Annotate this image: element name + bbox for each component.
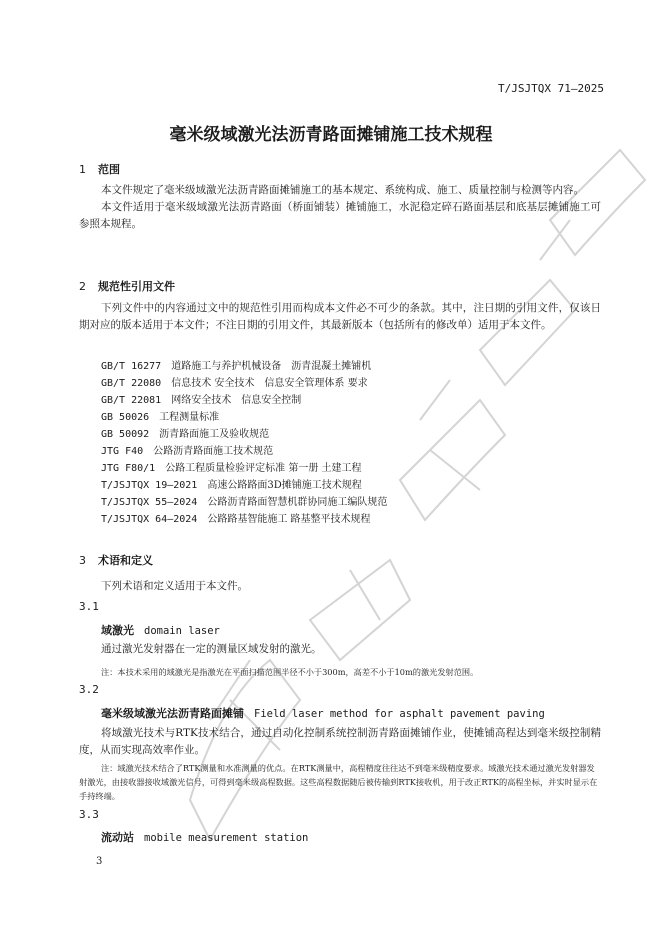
section-title: 术语和定义 [98,554,153,567]
term-en: Field laser method for asphalt pavement paving [254,708,545,720]
section-3-heading [79,552,153,568]
paragraph: 下列术语和定义适用于本文件。 [101,580,248,592]
term-note: 注：本技术采用的域激光是指激光在平面扫描范围半径不小于300m，高差不小于10m的激光发射范围。 [101,667,479,677]
section-title: 规范性引用文件 [98,280,175,293]
section-1-heading [79,161,120,177]
reference-item: GB 50092 沥青路面施工及验收规范 [101,429,270,440]
term-note: 注：域激光技术结合了RTK测量和水准测量的优点。在RTK测量中，高程精度往往达不到毫米级精度要求。域激光技术通过激光发射器发射激光，由接收器接收域激光信号，可得到毫米级高程数据。这些高程数据随后被传输到RTK接收机，用于改正RTK的高程坐标，并实时显示在手持终端。 [79,763,598,801]
section-number: 1 [79,163,86,176]
paragraph: 本文件规定了毫米级域激光法沥青路面摊铺施工的基本规定、系统构成、施工、质量控制与检测等内容。 [101,184,584,196]
reference-item: GB 50026 工程测量标准 [101,412,220,423]
paragraph: 本文件适用于毫米级域激光法沥青路面（桥面铺装）摊铺施工，水泥稳定碎石路面基层和底基层摊铺施工可参照本规程。 [79,201,601,230]
document-title: 毫米级域激光法沥青路面摊铺施工技术规程 [169,125,493,145]
reference-list [101,358,387,528]
reference-item: GB/T 16277 道路施工与养护机械设备 沥青混凝土摊铺机 [101,361,372,372]
term-heading [101,705,545,721]
term-zh: 流动站 [101,831,134,844]
section-title: 范围 [98,163,120,176]
section-2-intro [79,300,601,334]
reference-item: JTG F40 公路沥青路面施工技术规范 [101,446,274,457]
section-number: 3 [79,554,86,567]
term-definition: 通过激光发射器在一定的测量区域发射的激光。 [101,643,322,655]
term-en: domain laser [144,625,220,637]
term-definition: 将域激光技术与RTK技术结合，通过自动化控制系统控制沥青路面摊铺作业，使摊铺高程达到毫米级控制精度，从而实现高效率作业。 [79,727,601,756]
reference-item: T/JSJTQX 64—2024 公路路基智能施工 路基整平技术规程 [101,514,371,525]
term-number: 3.2 [79,683,99,696]
term-zh: 毫米级域激光法沥青路面摊铺 [101,707,244,720]
reference-item: GB/T 22081 网络安全技术 信息安全控制 [101,395,302,406]
paragraph: 下列文件中的内容通过文中的规范性引用而构成本文件必不可少的条款。其中，注日期的引用文件，仅该日期对应的版本适用于本文件；不注日期的引用文件，其最新版本（包括所有的修改单）适用于本文件。 [79,302,601,331]
term-number: 3.1 [79,600,99,613]
reference-item: T/JSJTQX 55—2024 公路沥青路面智慧机群协同施工编队规范 [101,497,388,508]
reference-item: JTG F80/1 公路工程质量检验评定标准 第一册 土建工程 [101,463,362,474]
section-2-heading [79,278,175,294]
standard-code: T/JSJTQX 71—2025 [498,82,604,95]
reference-item: T/JSJTQX 19—2021 高速公路路面3D摊铺施工技术规程 [101,480,362,491]
term-heading [101,622,220,638]
section-number: 2 [79,280,86,293]
term-en: mobile measurement station [144,832,309,844]
section-1-body [79,182,601,233]
term-heading [101,829,308,845]
term-number: 3.3 [79,808,99,821]
term-zh: 域激光 [101,624,134,637]
page-number: 3 [96,856,103,867]
section-3-intro [79,578,601,595]
reference-item: GB/T 22080 信息技术 安全技术 信息安全管理体系 要求 [101,378,368,389]
